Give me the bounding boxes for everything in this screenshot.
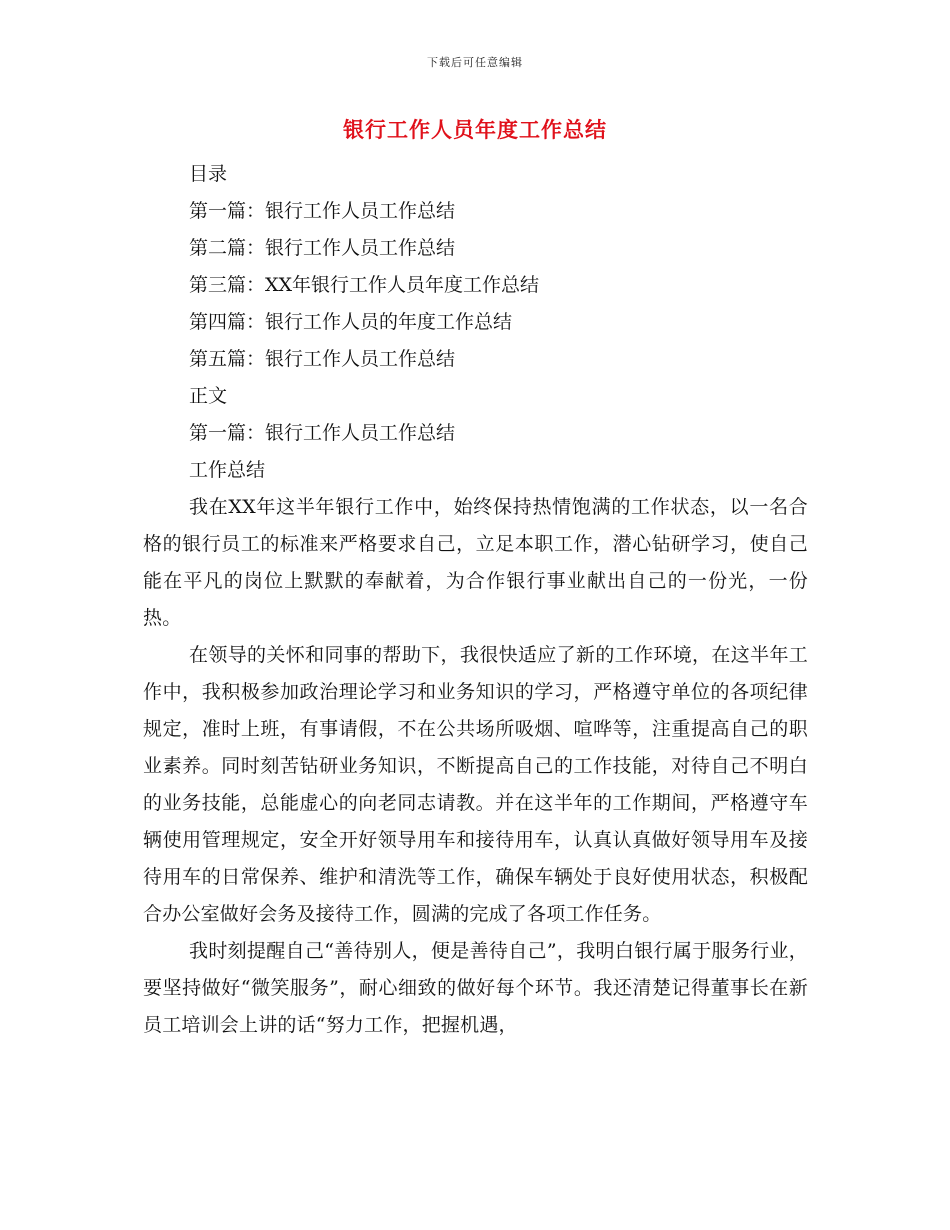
body-heading: 正文 xyxy=(189,385,228,407)
document-body xyxy=(143,156,808,1044)
document-title: 银行工作人员年度工作总结 xyxy=(343,117,607,142)
toc-item: 第三篇：XX年银行工作人员年度工作总结 xyxy=(189,274,540,296)
toc-item: 第二篇：银行工作人员工作总结 xyxy=(189,237,456,259)
toc-item: 第五篇：银行工作人员工作总结 xyxy=(189,348,456,370)
body-paragraph: 在领导的关怀和同事的帮助下，我很快适应了新的工作环境，在这半年工作中，我积极参加政治理论学习和业务知识的学习，严格遵守单位的各项纪律规定，准时上班，有事请假，不在公共场所吸烟、喧哗等，注重提高自己的职业素养。同时刻苦钻研业务知识，不断提高自己的工作技能，对待自己不明白的业务技能，总能虚心的向老同志请教。并在这半年的工作期间，严格遵守车辆使用管理规定，安全开好领导用车和接待用车，认真认真做好领导用车及接待用车的日常保养、维护和清洗等工作，确保车辆处于良好使用状态，积极配合办公室做好会务及接待工作，圆满的完成了各项工作任务。 xyxy=(143,644,808,925)
toc-item: 第四篇：银行工作人员的年度工作总结 xyxy=(189,311,513,333)
section-subtitle: 工作总结 xyxy=(189,459,266,481)
body-paragraph: 我在XX年这半年银行工作中，始终保持热情饱满的工作状态，以一名合格的银行员工的标准来严格要求自己，立足本职工作，潜心钻研学习，使自己能在平凡的岗位上默默的奉献着，为合作银行事业献出自己的一份光，一份热。 xyxy=(143,496,808,629)
header-note: 下载后可任意编辑 xyxy=(427,56,523,69)
section-title: 第一篇：银行工作人员工作总结 xyxy=(189,422,456,444)
toc-item: 第一篇：银行工作人员工作总结 xyxy=(189,200,456,222)
toc-heading: 目录 xyxy=(189,163,228,185)
body-paragraph: 我时刻提醒自己“善待别人，便是善待自己”，我明白银行属于服务行业，要坚持做好“微笑服务”，耐心细致的做好每个环节。我还清楚记得董事长在新员工培训会上讲的话“努力工作，把握机遇， xyxy=(143,940,808,1036)
